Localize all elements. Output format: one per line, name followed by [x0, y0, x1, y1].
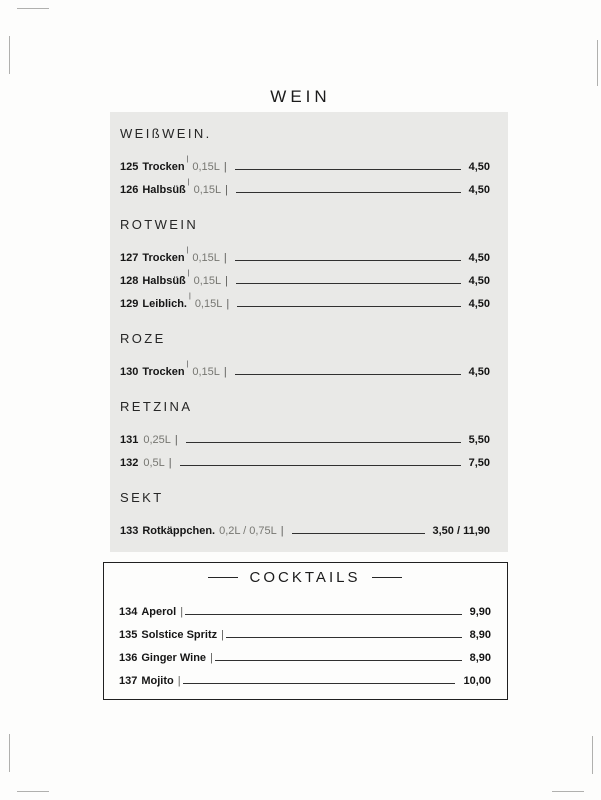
- crop-mark-top-left-h: [17, 8, 49, 9]
- item-number: 134: [119, 606, 138, 618]
- menu-item-row: [120, 242, 490, 265]
- item-size: 0,15L: [193, 275, 222, 287]
- item-size: 0,5L: [143, 457, 165, 469]
- leader-start-bar: |: [223, 161, 227, 173]
- item-number: 125: [120, 161, 139, 173]
- wine-panel: [110, 112, 508, 552]
- menu-item-row: [119, 619, 491, 642]
- leader-line: [235, 374, 461, 375]
- leader-start-bar: |: [168, 457, 172, 469]
- crop-mark-bottom-left-h: [17, 791, 49, 792]
- item-size: 0,25L: [143, 434, 171, 446]
- size-separator: |: [186, 156, 189, 163]
- page-title: WEIN: [270, 87, 331, 106]
- leader-line: [183, 683, 456, 684]
- menu-item-row: [120, 288, 490, 311]
- menu-item-row: [120, 265, 490, 288]
- item-size: 0,15L: [194, 298, 223, 310]
- item-name: Solstice Spritz: [141, 629, 218, 641]
- item-price: 4,50: [468, 161, 490, 173]
- leader-start-bar: |: [174, 434, 178, 446]
- item-price: 7,50: [468, 457, 490, 469]
- item-size: 0,15L: [192, 252, 220, 264]
- leader-line: [236, 192, 461, 193]
- leader-line: [237, 306, 460, 307]
- leader-start-bar: |: [225, 275, 228, 287]
- menu-item-row: [120, 151, 490, 174]
- item-price: 3,50 / 11,90: [432, 525, 490, 537]
- leader-start-bar: |: [177, 675, 181, 687]
- item-name: Ginger Wine: [141, 652, 207, 664]
- section-weisswein: [120, 126, 490, 197]
- leader-start-bar: |: [223, 366, 227, 378]
- menu-item-row: [120, 424, 490, 447]
- section-heading: ROTWEIN: [120, 217, 199, 232]
- item-price: 8,90: [469, 629, 491, 641]
- size-separator: |: [188, 293, 191, 300]
- header-dash-right: [372, 577, 402, 578]
- size-separator: |: [186, 361, 189, 368]
- leader-line: [186, 442, 461, 443]
- item-number: 127: [120, 252, 139, 264]
- leader-line: [180, 465, 461, 466]
- crop-mark-top-left-v: [9, 36, 10, 74]
- item-name: Rotkäppchen.: [142, 525, 216, 537]
- item-name: Trocken: [142, 252, 185, 264]
- item-size: 0,2L / 0,75L: [219, 525, 277, 537]
- crop-mark-bottom-right-v: [592, 736, 593, 774]
- item-price: 8,90: [469, 652, 491, 664]
- cocktails-header: [119, 567, 491, 587]
- menu-item-row: [120, 515, 490, 538]
- leader-start-bar: |: [280, 525, 284, 537]
- section-heading: SEKT: [120, 490, 164, 505]
- item-number: 132: [120, 457, 139, 469]
- menu-item-row: [119, 596, 491, 619]
- menu-item-row: [120, 356, 490, 379]
- leader-start-bar: |: [223, 252, 227, 264]
- leader-start-bar: |: [221, 629, 225, 641]
- section-heading: ROZE: [120, 331, 166, 346]
- item-price: 4,50: [468, 275, 490, 287]
- section-roze: [120, 331, 490, 379]
- item-price: 10,00: [463, 675, 491, 687]
- item-number: 129: [120, 298, 139, 310]
- item-price: 4,50: [468, 298, 490, 310]
- leader-line: [235, 260, 461, 261]
- leader-line: [226, 637, 462, 638]
- leader-start-bar: |: [180, 606, 184, 618]
- cocktails-panel: [103, 562, 508, 700]
- item-price: 5,50: [468, 434, 490, 446]
- crop-mark-bottom-right-h: [552, 791, 584, 792]
- leader-start-bar: |: [210, 652, 213, 664]
- section-heading: RETZINA: [120, 399, 193, 414]
- size-separator: |: [186, 247, 189, 254]
- cocktails-list: [119, 596, 491, 688]
- item-name: Trocken: [142, 161, 185, 173]
- item-price: 4,50: [468, 184, 490, 196]
- section-sekt: [120, 490, 490, 538]
- item-name: Leiblich.: [142, 298, 187, 310]
- item-number: 128: [120, 275, 139, 287]
- section-rotwein: [120, 217, 490, 311]
- item-number: 130: [120, 366, 139, 378]
- size-separator: |: [187, 179, 190, 186]
- crop-mark-bottom-left-v: [9, 734, 10, 772]
- leader-line: [235, 169, 461, 170]
- menu-item-row: [119, 665, 491, 688]
- item-number: 137: [119, 675, 138, 687]
- item-name: Halbsüß: [142, 184, 186, 196]
- size-separator: |: [187, 270, 190, 277]
- menu-item-row: [120, 174, 490, 197]
- section-retzina: [120, 399, 490, 470]
- item-size: 0,15L: [192, 161, 220, 173]
- item-price: 9,90: [469, 606, 491, 618]
- leader-line: [215, 660, 462, 661]
- leader-line: [236, 283, 461, 284]
- menu-item-row: [120, 447, 490, 470]
- item-size: 0,15L: [192, 366, 220, 378]
- item-name: Aperol: [141, 606, 177, 618]
- item-price: 4,50: [468, 366, 490, 378]
- header-dash-left: [208, 577, 238, 578]
- leader-start-bar: |: [225, 184, 228, 196]
- item-number: 133: [120, 525, 139, 537]
- item-name: Halbsüß: [142, 275, 186, 287]
- cocktails-title: COCKTAILS: [249, 568, 361, 586]
- leader-line: [292, 533, 425, 534]
- leader-line: [185, 614, 462, 615]
- section-heading: WEIßWEIN.: [120, 126, 212, 141]
- item-number: 131: [120, 434, 139, 446]
- item-number: 135: [119, 629, 138, 641]
- item-number: 126: [120, 184, 139, 196]
- crop-mark-top-right-v: [597, 40, 598, 86]
- leader-start-bar: |: [226, 298, 230, 310]
- menu-item-row: [119, 642, 491, 665]
- item-name: Mojito: [141, 675, 174, 687]
- item-price: 4,50: [468, 252, 490, 264]
- item-name: Trocken: [142, 366, 185, 378]
- item-number: 136: [119, 652, 138, 664]
- item-size: 0,15L: [193, 184, 222, 196]
